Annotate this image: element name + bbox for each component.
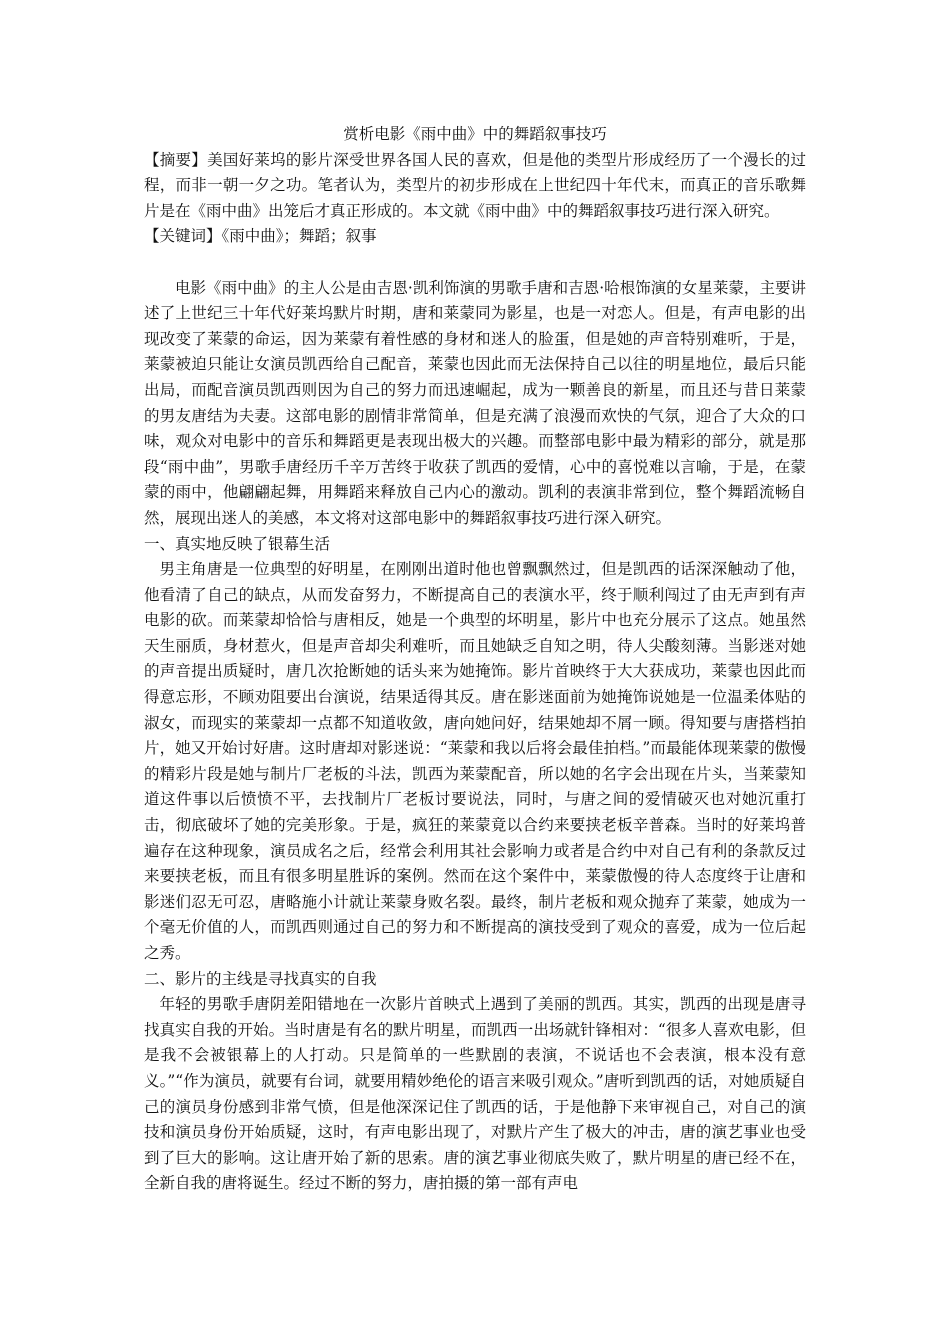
section-1-heading: 一、真实地反映了银幕生活 bbox=[144, 534, 331, 553]
document-page bbox=[144, 122, 806, 1197]
blank-line bbox=[144, 250, 806, 276]
section-1-paragraph: 男主角唐是一位典型的好明星，在刚刚出道时他也曾飘飘然过，但是凯西的话深深触动了他，他看清了自己的缺点，从而发奋努力，不断提高自己的表演水平，终于顺利闯过了由无声到有声电影的砍。而莱蒙却恰恰与唐相反，她是一个典型的坏明星，影片中也充分展示了这点。她虽然天生丽质，身材惹火，但是声音却尖利难听，而且她缺乏自知之明，待人尖酸刻薄。当影迷对她的声音提出质疑时，唐几次抢断她的话头来为她掩饰。影片首映终于大大获成功，莱蒙也因此而得意忘形，不顾劝阻要出台演说，结果适得其反。唐在影迷面前为她掩饰说她是一位温柔体贴的淑女，而现实的莱蒙却一点都不知道收敛，唐向她问好，结果她却不屑一顾。得知要与唐搭档拍片，她又开始讨好唐。这时唐却对影迷说：“莱蒙和我以后将会最佳拍档。”而最能体现莱蒙的傲慢的精彩片段是她与制片厂老板的斗法，凯西为莱蒙配音，所以她的名字会出现在片头，当莱蒙知道这件事以后愤愤不平，去找制片厂老板讨要说法，同时，与唐之间的爱情破灭也对她沉重打击，彻底破坏了她的完美形象。于是，疯狂的莱蒙竟以合约来要挟老板辛普森。当时的好莱坞普遍存在这种现象，演员成名之后，经常会利用其社会影响力或者是合约中对自己有利的条款反过来要挟老板，而且有很多明星胜诉的案例。然而在这个案件中，莱蒙傲慢的待人态度终于让唐和影迷们忍无可忍，唐略施小计就让莱蒙身败名裂。最终，制片老板和观众抛弃了莱蒙，她成为一个毫无价值的人，而凯西则通过自己的努力和不断提高的演技受到了观众的喜爱，成为一位后起之秀。 bbox=[144, 560, 806, 962]
intro-paragraph: 电影《雨中曲》的主人公是由吉恩·凯利饰演的男歌手唐和吉恩·哈根饰演的女星莱蒙，主要讲述了上世纪三十年代好莱坞默片时期，唐和莱蒙同为影星，也是一对恋人。但是，有声电影的出现改变了莱蒙的命运，因为莱蒙有着性感的身材和迷人的脸蛋，但是她的声音特别难听，于是，莱蒙被迫只能让女演员凯西给自己配音，莱蒙也因此而无法保持自己以往的明星地位，最后只能出局，而配音演员凯西则因为自己的努力而迅速崛起，成为一颗善良的新星，而且还与昔日莱蒙的男友唐结为夫妻。这部电影的剧情非常简单，但是充满了浪漫而欢快的气氛，迎合了大众的口味，观众对电影中的音乐和舞蹈更是表现出极大的兴趣。而整部电影中最为精彩的部分，就是那段“雨中曲”，男歌手唐经历千辛万苦终于收获了凯西的爱情，心中的喜悦难以言喻，于是，在蒙蒙的雨中，他翩翩起舞，用舞蹈来释放自己内心的激动。凯利的表演非常到位，整个舞蹈流畅自然，展现出迷人的美感，本文将对这部电影中的舞蹈叙事技巧进行深入研究。 bbox=[144, 278, 806, 527]
keywords-label: 【关键词】 bbox=[144, 227, 222, 246]
abstract-label: 【摘要】 bbox=[144, 150, 208, 169]
abstract bbox=[144, 148, 806, 225]
keywords-text: 《雨中曲》；舞蹈；叙事 bbox=[221, 227, 377, 246]
keywords bbox=[144, 224, 806, 250]
abstract-text: 美国好莱坞的影片深受世界各国人民的喜欢，但是他的类型片形成经历了一个漫长的过程，而非一朝一夕之功。笔者认为，类型片的初步形成在上世纪四十年代末，而真正的音乐歌舞片是在《雨中曲》出笼后才真正形成的。本文就《雨中曲》中的舞蹈叙事技巧进行深入研究。 bbox=[144, 150, 806, 220]
section-2-heading: 二、影片的主线是寻找真实的自我 bbox=[144, 969, 377, 988]
section-2-paragraph: 年轻的男歌手唐阴差阳错地在一次影片首映式上遇到了美丽的凯西。其实，凯西的出现是唐寻找真实自我的开始。当时唐是有名的默片明星，而凯西一出场就针锋相对：“很多人喜欢电影，但是我不会被银幕上的人打动。只是简单的一些默剧的表演，不说话也不会表演，根本没有意义。”“作为演员，就要有台词，就要用精妙绝伦的语言来吸引观众。”唐听到凯西的话，对她质疑自己的演员身份感到非常气愤，但是他深深记住了凯西的话，于是他静下来审视自己，对自己的演技和演员身份开始质疑，这时，有声电影出现了，对默片产生了极大的冲击，唐的演艺事业也受到了巨大的影响。这让唐开始了新的思索。唐的演艺事业彻底失败了，默片明星的唐已经不在，全新自我的唐将诞生。经过不断的努力，唐拍摄的第一部有声电 bbox=[144, 995, 806, 1193]
document-title: 赏析电影《雨中曲》中的舞蹈叙事技巧 bbox=[343, 125, 607, 143]
